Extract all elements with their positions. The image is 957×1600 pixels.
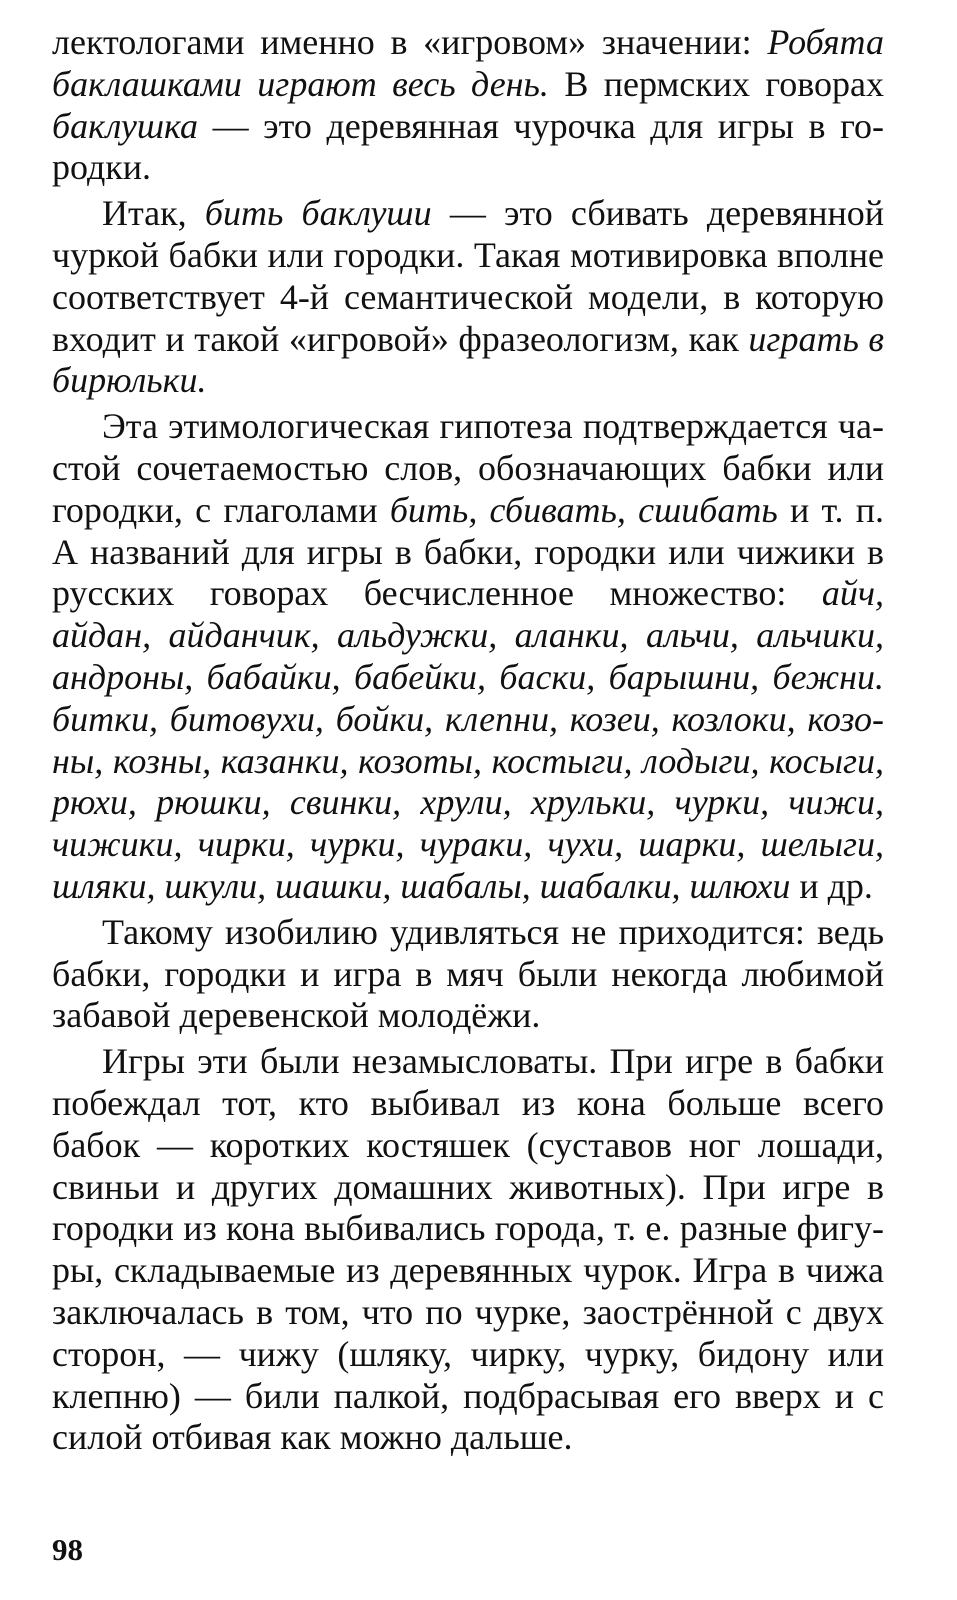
paragraph-3 bbox=[52, 406, 884, 908]
text-run-italic: Робята баклашками играют весь день. bbox=[52, 22, 884, 104]
text-run-italic: баклушка bbox=[52, 105, 198, 146]
text-run: Игры эти были незамысловаты. При игре в бабки побеждал тот, кто выбивал из кона больше всего бабок — коротких костяшек (суставов ног лошади, свиньи и других домашних животных). При игре в городки из кона выбивались города, т. е. разные фигуры, складываемые из деревянных чурок. Игра в чижа заключалась в том, что по чурке, заострённой с двух сторон, — чижу (шляку, чирку, чурку, бидону или клепню) — били палкой, подбрасывая его вверх и с силой отбивая как можно дальше. bbox=[52, 1041, 884, 1458]
text-run: и др. bbox=[790, 865, 873, 906]
text-run: Такому изобилию удивляться не приходится: ведь бабки, городки и игра в мяч были некогда любимой забавой деревенской молодёжи. bbox=[52, 911, 884, 1036]
paragraph-1 bbox=[52, 22, 884, 189]
text-run-italic: бить баклуши bbox=[204, 193, 432, 234]
text-run: В пермских говорах bbox=[548, 63, 885, 104]
paragraph-2 bbox=[52, 193, 884, 402]
page-body bbox=[52, 22, 884, 1459]
text-run-italic: играть в бирюльки. bbox=[52, 318, 884, 401]
text-run: — это сбивать деревянной чуркой бабки или городки. Такая мотивировка вполне соответствует 4-й семантической модели, в которую входит и такой «игровой» фразеологизм, как bbox=[52, 193, 885, 359]
text-run-italic: айч, айдан, айданчик, альдужки, аланки, альчи, альчики, андроны, бабайки, бабейки, баски, барышни, бежни. битки, битовухи, бойки, клепни, козеи, козлоки, козоны, козны, казанки, козоты, костыги, лодыги, косыги, рюхи, рюшки, свинки, хрули, хрульки, чурки, чижи, чижики, чирки, чурки, чураки, чухи, шарки, шелыги, шляки, шкули, шашки, шабалы, шабалки, шлюхи bbox=[52, 573, 884, 906]
paragraph-5 bbox=[52, 1041, 884, 1459]
text-run: и т. п. А названий для игры в бабки, городки или чижики в русских говорах бесчисленное множество: bbox=[52, 489, 885, 614]
text-run: — это деревянная чурочка для игры в городки. bbox=[52, 105, 884, 188]
text-run-italic: бить, сбивать, сшибать bbox=[389, 489, 778, 530]
text-run: Итак, bbox=[102, 193, 205, 234]
paragraph-4 bbox=[52, 912, 884, 1037]
text-run: лектологами именно в «игровом» значении: bbox=[52, 22, 768, 62]
text-run: Эта этимологическая гипотеза подтверждается частой сочетаемостью слов, обозначающих бабки или городки, с глаголами bbox=[52, 406, 884, 530]
page-number: 98 bbox=[52, 1532, 83, 1567]
